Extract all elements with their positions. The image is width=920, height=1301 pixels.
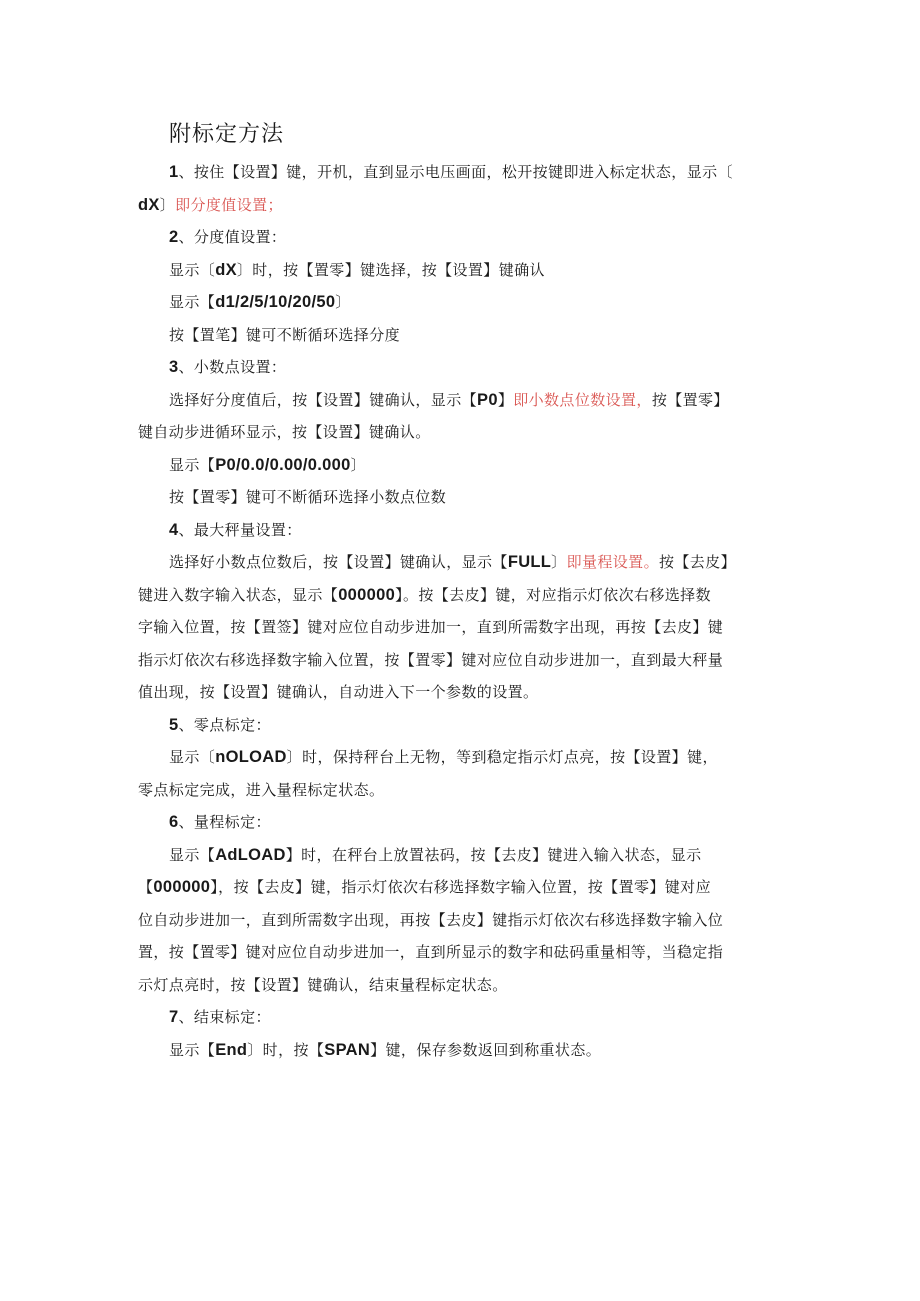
step4-line4: 指示灯依次右移选择数字输入位置，按【置零】键对应位自动步进加一，直到最大秤量 xyxy=(138,650,724,669)
highlight-text: 即量程设置。 xyxy=(566,553,659,571)
step7-heading: 7、结束标定： xyxy=(169,1008,271,1026)
step2-heading: 2、分度值设置： xyxy=(169,228,287,246)
step-number: 2 xyxy=(169,228,179,246)
document-page xyxy=(138,118,788,1066)
step3-heading: 3、小数点设置： xyxy=(169,358,287,376)
step6-line5: 示灯点亮时，按【设置】键确认，结束量程标定状态。 xyxy=(138,975,508,994)
step2-line1: 显示〔dX〕时，按【置零】键选择，按【设置】键确认 xyxy=(169,260,545,279)
step5-line2: 零点标定完成，进入量程标定状态。 xyxy=(138,780,385,799)
step1-line2: dX〕即分度值设置； xyxy=(138,195,283,214)
step2-line2: 显示【d1/2/5/10/20/50〕 xyxy=(169,293,351,311)
step3-line2: 键自动步进循环显示，按【设置】键确认。 xyxy=(138,423,431,441)
step3-line4: 按【置零】键可不断循环选择小数点位数 xyxy=(169,488,447,506)
display-code: nOLOAD xyxy=(215,748,287,766)
display-code: P0 xyxy=(477,390,498,409)
display-code: FULL xyxy=(507,553,552,571)
step6-line4: 置，按【置零】键对应位自动步进加一，直到所显示的数字和砝码重量相等，当稳定指 xyxy=(138,943,724,961)
step-number: 4 xyxy=(169,520,179,539)
step4-line3: 字输入位置，按【置签】键对应位自动步进加一，直到所需数字出现，再按【去皮】键 xyxy=(138,618,724,636)
step3-line1: 选择好分度值后，按【设置】键确认，显示【P0】即小数点位数设置，按【置零】 xyxy=(169,390,729,409)
display-code: 000000 xyxy=(338,585,396,604)
display-code: 000000 xyxy=(153,878,211,896)
step-number: 7 xyxy=(169,1008,179,1026)
step3-line3: 显示【P0/0.0/0.00/0.000〕 xyxy=(169,455,366,474)
step4-line2: 键进入数字输入状态，显示【000000】。按【去皮】键，对应指示灯依次右移选择数 xyxy=(138,585,711,604)
display-code: AdLOAD xyxy=(215,845,286,864)
step-number: 3 xyxy=(169,358,179,376)
display-code: dX xyxy=(138,195,160,214)
step2-line3: 按【置笔】键可不断循环选择分度 xyxy=(169,325,401,344)
step-number: 1 xyxy=(169,163,179,181)
highlight-text: 即小数点位数设置， xyxy=(513,390,652,409)
display-code: End xyxy=(215,1040,248,1059)
step4-line1: 选择好小数点位数后，按【设置】键确认，显示【FULL〕即量程设置。按【去皮】 xyxy=(169,553,736,571)
step-number: 5 xyxy=(169,715,179,734)
display-code: d1/2/5/10/20/50 xyxy=(215,293,336,311)
step5-heading: 5、零点标定： xyxy=(169,715,271,734)
step6-line3: 位自动步进加一，直到所需数字出现，再按【去皮】键指示灯依次右移选择数字输入位 xyxy=(138,910,724,929)
step6-line1: 显示【AdLOAD】时，在秤台上放置祛码，按【去皮】键进入输入状态，显示 xyxy=(169,845,702,864)
step-number: 6 xyxy=(169,813,179,831)
display-code: dX xyxy=(215,260,237,279)
highlight-text: 即分度值设置； xyxy=(175,195,283,214)
step4-line5: 值出现，按【设置】键确认，自动进入下一个参数的设置。 xyxy=(138,683,539,701)
step7-line1: 显示【End〕时，按【SPAN】键，保存参数返回到称重状态。 xyxy=(169,1040,602,1059)
step6-line2: 【000000】，按【去皮】键，指示灯依次右移选择数字输入位置，按【置零】键对应 xyxy=(138,878,711,896)
step1-line1: 1、按住【设置】键，开机，直到显示电压画面，松开按键即进入标定状态，显示〔 xyxy=(169,163,733,181)
display-code: P0/0.0/0.00/0.000 xyxy=(215,455,351,474)
display-code: SPAN xyxy=(324,1040,371,1059)
step5-line1: 显示〔nOLOAD〕时，保持秤台上无物，等到稳定指示灯点亮，按【设置】键， xyxy=(169,748,718,766)
step4-heading: 4、最大秤量设置： xyxy=(169,520,302,539)
page-title: 附标定方法 xyxy=(169,122,285,147)
step6-heading: 6、量程标定： xyxy=(169,813,271,831)
